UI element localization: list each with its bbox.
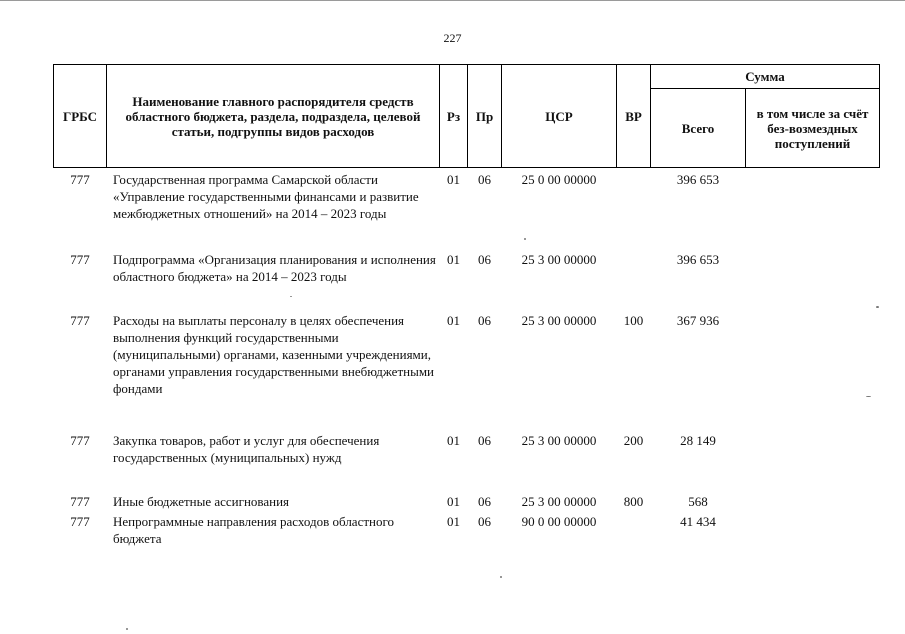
- cell-grbs: 777: [70, 494, 90, 509]
- cell-rz: 01: [447, 494, 460, 509]
- header-vsego: Всего: [650, 88, 746, 168]
- cell-rz: 01: [447, 433, 460, 448]
- cell-rz: 01: [447, 252, 460, 267]
- cell-vr: 200: [623, 433, 644, 448]
- cell-csr: 25 3 00 00000: [521, 252, 597, 267]
- cell-vsego: 28 149: [680, 433, 716, 448]
- cell-pr: 06: [478, 252, 491, 267]
- cell-pr: 06: [478, 494, 491, 509]
- cell-csr: 25 3 00 00000: [521, 313, 597, 328]
- cell-rz: 01: [447, 172, 460, 187]
- header-summa: Сумма: [650, 64, 880, 89]
- scan-speck: [866, 396, 871, 397]
- scan-top-edge: [0, 0, 905, 1]
- cell-vsego: 367 936: [676, 313, 720, 328]
- header-v-tom-chisle: в том числе за счёт без-возмездных поступлений: [745, 88, 880, 168]
- cell-pr: 06: [478, 433, 491, 448]
- header-name: Наименование главного распорядителя средств областного бюджета, раздела, подраздела, целевой статьи, подгруппы видов расходов: [106, 64, 440, 168]
- cell-pr: 06: [478, 514, 491, 529]
- scan-speck: [290, 296, 292, 297]
- header-pr: Пр: [467, 64, 502, 168]
- header-grbs: ГРБС: [53, 64, 107, 168]
- cell-rz: 01: [447, 514, 460, 529]
- cell-grbs: 777: [70, 514, 90, 529]
- cell-vsego: 396 653: [676, 252, 720, 267]
- header-rz: Рз: [439, 64, 468, 168]
- cell-vsego: 568: [688, 494, 708, 509]
- header-csr: ЦСР: [501, 64, 617, 168]
- cell-name: Подпрограмма «Организация планирования и исполнения областного бюджета» на 2014 – 2023 годы: [113, 252, 436, 284]
- cell-grbs: 777: [70, 313, 90, 328]
- scan-speck: [876, 306, 879, 308]
- page-number: 227: [443, 31, 462, 45]
- cell-vsego: 41 434: [680, 514, 716, 529]
- scan-speck: [500, 576, 502, 578]
- cell-csr: 90 0 00 00000: [521, 514, 597, 529]
- cell-name: Непрограммные направления расходов областного бюджета: [113, 514, 394, 546]
- cell-name: Расходы на выплаты персоналу в целях обеспечения выполнения функций государственными (муниципальными) органами, казенными учреждениями, органами управления государственными внебюджетными фондами: [113, 313, 435, 396]
- cell-grbs: 777: [70, 172, 90, 187]
- cell-grbs: 777: [70, 252, 90, 267]
- cell-vr: 800: [623, 494, 644, 509]
- cell-name: Иные бюджетные ассигнования: [113, 494, 290, 509]
- cell-name: Государственная программа Самарской области «Управление государственными финансами и развитие межбюджетных отношений» на 2014 – 2023 годы: [113, 172, 419, 221]
- header-vr: ВР: [616, 64, 651, 168]
- cell-csr: 25 3 00 00000: [521, 433, 597, 448]
- cell-csr: 25 3 00 00000: [521, 494, 597, 509]
- scan-speck: [524, 238, 526, 240]
- cell-vsego: 396 653: [676, 172, 720, 187]
- cell-name: Закупка товаров, работ и услуг для обеспечения государственных (муниципальных) нужд: [113, 433, 380, 465]
- cell-pr: 06: [478, 313, 491, 328]
- cell-pr: 06: [478, 172, 491, 187]
- cell-vr: 100: [623, 313, 644, 328]
- scan-speck: [126, 628, 128, 630]
- cell-rz: 01: [447, 313, 460, 328]
- cell-csr: 25 0 00 00000: [521, 172, 597, 187]
- cell-grbs: 777: [70, 433, 90, 448]
